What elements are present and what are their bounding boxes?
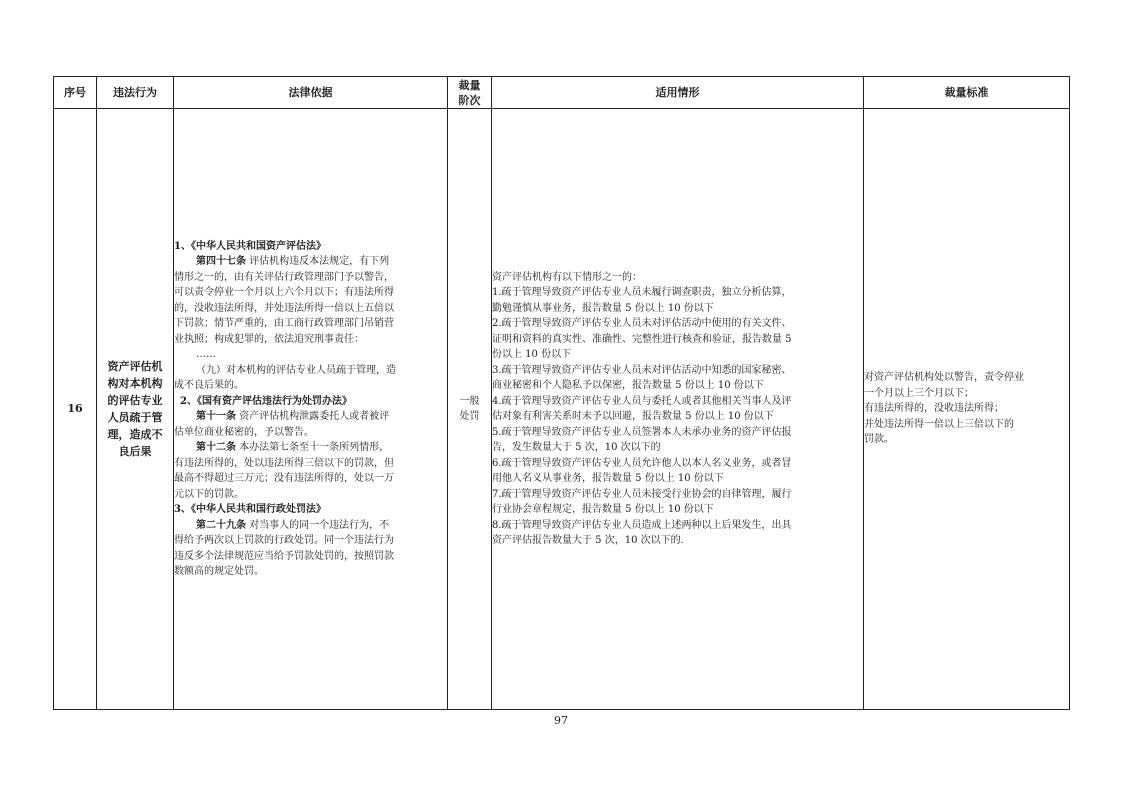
case-line: 4.疏于管理导致资产评估专业人员与委托人或者其他相关当事人及评	[492, 395, 792, 407]
law-1-text: 业执照；构成犯罪的，依法追究刑事责任：	[174, 333, 364, 345]
case-line: 证明和资料的真实性、准确性、完整性进行核查和验证，报告数量 5	[492, 333, 792, 345]
law-2-text: 有违法所得的，处以违法所得三倍以下的罚款，但	[174, 457, 394, 469]
law-1-text: 可以责令停业一个月以上六个月以下；有违法所得	[174, 287, 394, 298]
case-line: 1.疏于管理导致资产评估专业人员未履行调查职责，独立分析估算，	[492, 287, 792, 298]
case-line: 商业秘密和个人隐私予以保密，报告数量 5 份以上 10 份以下	[492, 380, 764, 391]
row-legal-basis	[174, 109, 448, 710]
case-line: 2.疏于管理导致资产评估专业人员未对评估活动中使用的有关文件、	[492, 318, 792, 329]
header-legal-basis: 法律依据	[174, 77, 448, 109]
header-violation: 违法行为	[97, 77, 174, 109]
law-1-article: 第四十七条	[196, 256, 246, 267]
case-line: 份以上 10 份以下	[492, 349, 572, 360]
case-line: 用他人名义从事业务，报告数量 5 份以上 10 份以下	[492, 473, 724, 484]
header-discretion-level	[448, 77, 492, 109]
law-2-article-11: 第十一条	[196, 411, 236, 422]
case-line: 6.疏于管理导致资产评估专业人员允许他人以本人名义业务，或者冒	[492, 457, 792, 469]
law-1-text: （九）对本机构的评估专业人员疏于管理，造	[196, 364, 396, 376]
case-line: 勤勉谨慎从事业务，报告数量 5 份以上 10 份以下	[492, 302, 714, 314]
row-applicable-case	[492, 109, 864, 710]
law-2-text: 估单位商业秘密的，予以警告。	[174, 426, 314, 438]
law-2-text: 元以下的罚款。	[174, 488, 244, 500]
case-line: 告，发生数量大于 5 次，10 次以下的	[492, 442, 661, 453]
law-1-text: ……	[196, 349, 216, 360]
case-line: 资产评估报告数量大于 5 次，10 次以下的.	[492, 535, 684, 546]
standard-line: 对资产评估机构处以警告，责令停业	[864, 372, 1024, 384]
law-2-text: 最高不得超过三万元；没有违法所得的，处以一万	[174, 473, 394, 484]
case-line: 3.疏于管理导致资产评估专业人员未对评估活动中知悉的国家秘密、	[492, 364, 792, 376]
law-2-article-12: 第十二条	[196, 442, 236, 453]
law-1-text: 下罚款；情节严重的，由工商行政管理部门吊销营	[174, 318, 394, 329]
law-2-text: 资产评估机构泄露委托人或者被评	[239, 411, 390, 422]
violation-line: 理，造成不	[107, 428, 163, 441]
law-1-text: 成不良后果的。	[174, 380, 244, 391]
header-applicable-case: 适用情形	[492, 77, 864, 109]
case-line: 估对象有利害关系时未予以回避，报告数量 5 份以上 10 份以下	[492, 411, 774, 422]
penalty-table	[53, 76, 1070, 710]
law-3-title: 3、《中华人民共和国行政处罚法》	[174, 504, 326, 515]
violation-line: 良后果	[118, 445, 152, 458]
violation-line: 资产评估机	[107, 360, 163, 373]
law-1-text: 情形之一的，由有关评估行政管理部门予以警告，	[174, 271, 394, 283]
row-serial-number: 16	[54, 109, 97, 710]
level-line: 处罚	[459, 411, 480, 422]
table-row	[54, 109, 1070, 710]
law-3-text: 对当事人的同一个违法行为，不	[249, 519, 390, 531]
row-discretion-standard	[864, 109, 1070, 710]
row-discretion-level	[448, 109, 492, 710]
standard-line: 并处违法所得一倍以上三倍以下的	[864, 418, 1014, 430]
violation-line: 人员疏于管	[107, 411, 163, 424]
standard-line: 罚款。	[864, 434, 894, 446]
law-3-article: 第二十九条	[196, 519, 246, 531]
table-header-row	[54, 77, 1070, 109]
page-number: 97	[554, 714, 568, 727]
law-2-title: 2、《国有资产评估违法行为处罚办法》	[180, 395, 352, 407]
standard-line: 有违法所得的，没收违法所得；	[864, 403, 1004, 415]
case-line: 8.疏于管理导致资产评估专业人员造成上述两种以上后果发生，出具	[492, 519, 792, 531]
row-violation	[97, 109, 174, 710]
case-line: 7.疏于管理导致资产评估专业人员未接受行业协会的自律管理，履行	[492, 488, 792, 500]
case-line: 5.疏于管理导致资产评估专业人员签署本人未承办业务的资产评估报	[492, 426, 792, 438]
law-3-text: 得给予两次以上罚款的行政处罚。同一个违法行为	[174, 535, 394, 546]
law-1-text: 的，没收违法所得，并处违法所得一倍以上五倍以	[174, 302, 394, 314]
law-1-title: 1、《中华人民共和国资产评估法》	[174, 240, 326, 252]
violation-line: 的评估专业	[107, 394, 163, 407]
header-level-line-2: 阶次	[458, 93, 481, 107]
standard-line: 一个月以上三个月以下；	[864, 387, 974, 399]
header-serial-number: 序号	[54, 77, 97, 109]
header-level-line-1: 裁量	[458, 78, 481, 92]
header-discretion-standard: 裁量标准	[864, 77, 1070, 109]
law-2-text: 本办法第七条至十一条所列情形，	[239, 442, 390, 453]
violation-line: 构对本机构	[107, 377, 163, 390]
law-3-text: 数额高的规定处罚。	[174, 566, 264, 577]
law-1-text: 评估机构违反本法规定，有下列	[249, 256, 390, 267]
case-line: 资产评估机构有以下情形之一的：	[492, 271, 642, 283]
law-3-text: 违反多个法律规范应当给予罚款处罚的，按照罚款	[174, 550, 394, 562]
case-line: 行业协会章程规定，报告数量 5 份以上 10 份以下	[492, 504, 714, 515]
level-line: 一般	[459, 395, 480, 407]
